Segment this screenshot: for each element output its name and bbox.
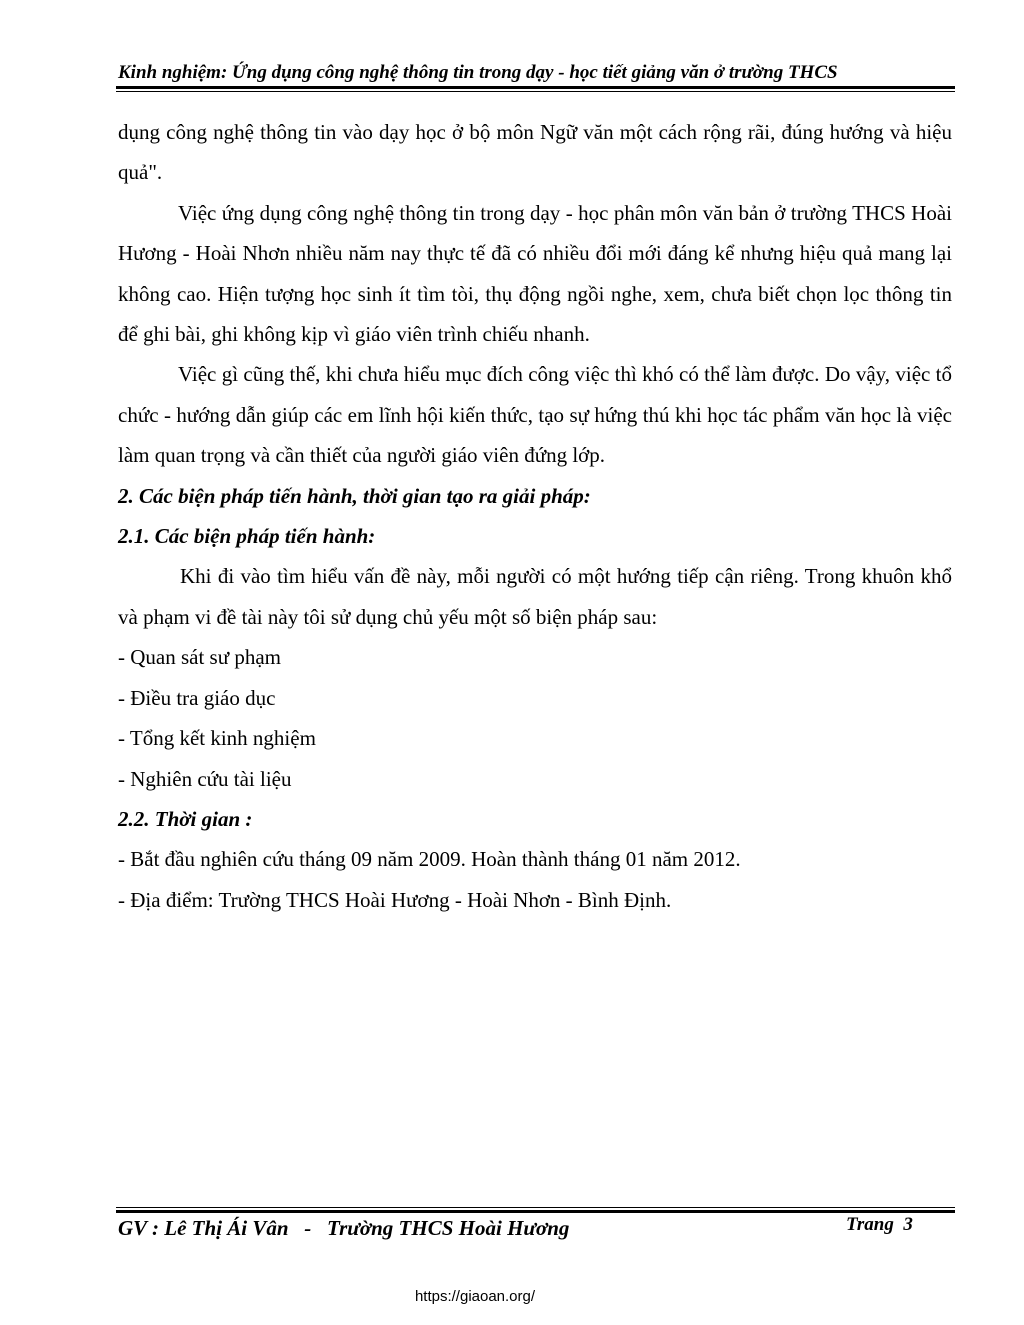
paragraph-purpose: Việc gì cũng thế, khi chưa hiểu mục đích công việc thì khó có thể làm được. Do vậy, việc tổ chức - hướng dẫn giúp các em lĩnh hội kiến thức, tạo sự hứng thú khi học tác phẩm văn học là việc làm quan trọng và cần thiết của người giáo viên đứng lớp. xyxy=(118,362,952,468)
paragraph-continuation: dụng công nghệ thông tin vào dạy học ở bộ môn Ngữ văn một cách rộng rãi, đúng hướng và hiệu quả". xyxy=(118,120,952,185)
method-item: - Quan sát sư phạm xyxy=(118,645,282,670)
section-heading-2: 2. Các biện pháp tiến hành, thời gian tạo ra giải pháp: xyxy=(118,483,591,508)
header-rule-thin xyxy=(116,91,955,92)
source-url: https://giaoan.org/ xyxy=(414,1288,536,1305)
footer-rule-thin xyxy=(116,1207,955,1208)
footer-author: GV : Lê Thị Ái Vân - Trường THCS Hoài Hương xyxy=(118,1216,570,1240)
method-item: - Điều tra giáo dục xyxy=(118,685,276,710)
paragraph-ict-situation: Việc ứng dụng công nghệ thông tin trong dạy - học phân môn văn bản ở trường THCS Hoài Hương - Hoài Nhơn nhiều năm nay thực tế đã có nhiều đổi mới đáng kể nhưng hiệu quả mang lại không cao. Hiện tượng học sinh ít tìm tòi, thụ động ngồi nghe, xem, chưa biết chọn lọc thông tin để ghi bài, ghi không kịp vì giáo viên trình chiếu nhanh. xyxy=(118,200,952,347)
header-rule-thick xyxy=(116,86,955,89)
method-item: - Tổng kết kinh nghiệm xyxy=(118,726,316,751)
document-body xyxy=(118,112,952,920)
location-line: - Địa điểm: Trường THCS Hoài Hương - Hoài Nhơn - Bình Định. xyxy=(118,887,672,912)
subsection-heading-2-2: 2.2. Thời gian : xyxy=(118,806,253,831)
page-number: Trang 3 xyxy=(846,1214,913,1235)
subsection-heading-2-1: 2.1. Các biện pháp tiến hành: xyxy=(118,524,376,549)
page-header-title: Kinh nghiệm: Ứng dụng công nghệ thông tin trong dạy - học tiết giảng văn ở trường THCS xyxy=(118,62,838,83)
method-item: - Nghiên cứu tài liệu xyxy=(118,766,292,791)
paragraph-methods-intro: Khi đi vào tìm hiểu vấn đề này, mỗi người có một hướng tiếp cận riêng. Trong khuôn khổ và phạm vi đề tài này tôi sử dụng chủ yếu một số biện pháp sau: xyxy=(118,564,952,629)
time-line: - Bắt đầu nghiên cứu tháng 09 năm 2009. Hoàn thành tháng 01 năm 2012. xyxy=(118,847,741,872)
footer-rule-thick xyxy=(116,1210,955,1213)
